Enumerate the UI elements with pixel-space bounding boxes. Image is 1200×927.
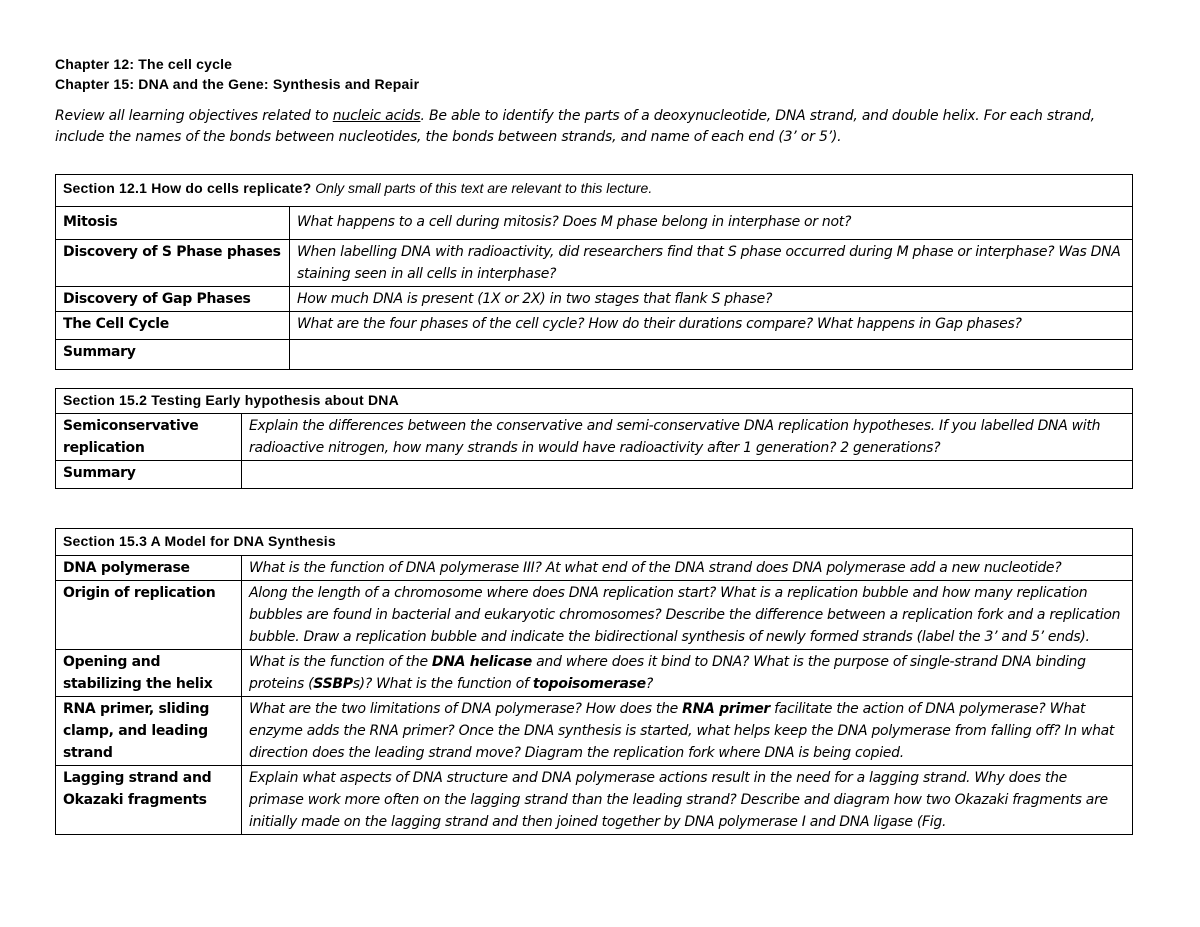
- row-label: Discovery of S Phase phases: [56, 240, 290, 287]
- row-question: What happens to a cell during mitosis? Does M phase belong in interphase or not?: [290, 207, 1133, 240]
- table-row: [56, 650, 1133, 697]
- table-row: [56, 312, 1133, 340]
- summary-input-cell[interactable]: [290, 340, 1133, 370]
- table-row: [56, 766, 1133, 835]
- row-label: Summary: [56, 461, 242, 489]
- section-title: Section 15.2 Testing Early hypothesis about DNA: [63, 392, 399, 408]
- question-text: s)? What is the function of: [352, 676, 533, 692]
- section-header-row: [56, 389, 1133, 414]
- chapter-15-heading: Chapter 15: DNA and the Gene: Synthesis and Repair: [55, 76, 420, 92]
- table-row: [56, 287, 1133, 312]
- summary-row: [56, 340, 1133, 370]
- summary-row: [56, 461, 1133, 489]
- row-question: When labelling DNA with radioactivity, did researchers find that S phase occurred during M phase or interphase? Was DNA staining seen in all cells in interphase?: [290, 240, 1133, 287]
- table-row: [56, 697, 1133, 766]
- row-question: Explain what aspects of DNA structure and DNA polymerase actions result in the need for a lagging strand. Why does the primase work more often on the lagging strand than the leading strand? Describe and diagram how two Okazaki fragments are initially made on the lagging strand and then joined together by DNA polymerase I and DNA ligase (Fig.: [242, 766, 1133, 835]
- term-topoisomerase: topoisomerase: [532, 676, 646, 692]
- section-15-2-table: [55, 388, 1133, 489]
- row-label: Summary: [56, 340, 290, 370]
- row-label: Opening and stabilizing the helix: [56, 650, 242, 697]
- section-header-row: [56, 175, 1133, 207]
- row-question: What is the function of DNA polymerase III? At what end of the DNA strand does DNA polymerase add a new nucleotide?: [242, 556, 1133, 581]
- row-question: [242, 697, 1133, 766]
- row-label: DNA polymerase: [56, 556, 242, 581]
- section-header-row: [56, 529, 1133, 556]
- section-note: Only small parts of this text are relevant to this lecture.: [311, 180, 653, 196]
- nucleic-acids-link[interactable]: nucleic acids: [332, 108, 421, 124]
- row-question: Along the length of a chromosome where does DNA replication start? What is a replication bubble and how many replication bubbles are found in bacterial and eukaryotic chromosomes? Describe the difference between a replication fork and a replication bubble. Draw a replication bubble and indicate the bidirectional synthesis of newly formed strands (label the 3’ and 5’ ends).: [242, 581, 1133, 650]
- table-row: [56, 207, 1133, 240]
- table-row: [56, 414, 1133, 461]
- question-text: What are the two limitations of DNA polymerase? How does the: [249, 701, 683, 717]
- intro-paragraph: [55, 106, 1132, 148]
- term-rna-primer: RNA primer: [682, 701, 771, 717]
- intro-text-1: Review all learning objectives related to: [55, 108, 333, 124]
- section-15-3-table: [55, 528, 1133, 835]
- chapter-12-heading: Chapter 12: The cell cycle: [55, 56, 233, 72]
- row-label: Lagging strand and Okazaki fragments: [56, 766, 242, 835]
- row-question: [242, 650, 1133, 697]
- row-label: Discovery of Gap Phases: [56, 287, 290, 312]
- row-question: How much DNA is present (1X or 2X) in two stages that flank S phase?: [290, 287, 1133, 312]
- question-text: facilitate the action of DNA polymerase? What enzyme adds the RNA primer? Once the DNA synthesis is started, what helps keep the DNA polymerase from falling off? In what direction does the leading strand move? Diagram the replication fork where DNA is being copied.: [249, 701, 1115, 761]
- table-row: [56, 556, 1133, 581]
- section-title: Section 15.3 A Model for DNA Synthesis: [63, 533, 336, 549]
- question-text: ?: [645, 676, 654, 692]
- row-question: Explain the differences between the conservative and semi-conservative DNA replication hypotheses. If you labelled DNA with radioactive nitrogen, how many strands in would have radioactivity after 1 generation? 2 generations?: [242, 414, 1133, 461]
- document-header: [55, 54, 1132, 148]
- row-label: Mitosis: [56, 207, 290, 240]
- summary-input-cell[interactable]: [242, 461, 1133, 489]
- term-dna-helicase: DNA helicase: [431, 654, 532, 670]
- row-label: The Cell Cycle: [56, 312, 290, 340]
- intro-text-2: . Be able to identify the parts of a deoxynucleotide, DNA strand, and double helix. For each strand, include the names of the bonds between nucleotides, the bonds between strands, and name of each end (3’ or 5’).: [55, 108, 1095, 145]
- table-row: [56, 581, 1133, 650]
- section-12-1-table: [55, 174, 1133, 370]
- row-label: Semiconservative replication: [56, 414, 242, 461]
- row-label: Origin of replication: [56, 581, 242, 650]
- term-ssbp: SSBP: [313, 676, 353, 692]
- question-text: and where does it bind to DNA? What is the purpose of single-strand DNA binding proteins (: [249, 654, 1086, 692]
- question-text: What is the function of the: [249, 654, 432, 670]
- row-question: What are the four phases of the cell cycle? How do their durations compare? What happens in Gap phases?: [290, 312, 1133, 340]
- table-row: [56, 240, 1133, 287]
- row-label: RNA primer, sliding clamp, and leading strand: [56, 697, 242, 766]
- section-title: Section 12.1 How do cells replicate?: [63, 180, 312, 196]
